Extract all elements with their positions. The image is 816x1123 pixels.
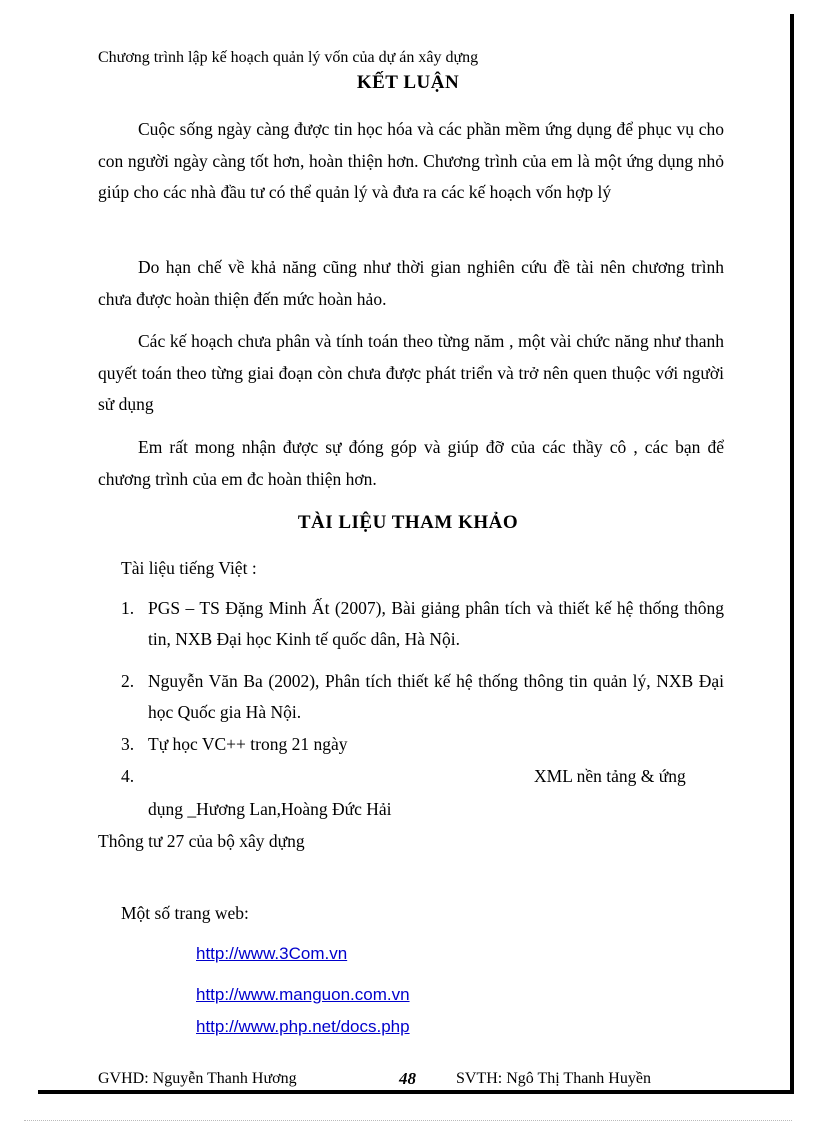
websites-title: Một số trang web:	[121, 903, 249, 923]
reference-number-1: 1.	[121, 598, 135, 618]
page-number: 48	[399, 1069, 416, 1088]
reference-number-4: 4.	[121, 766, 135, 786]
reference-extra: Thông tư 27 của bộ xây dựng	[98, 831, 305, 851]
reference-2: Nguyễn Văn Ba (2002), Phân tích thiết kế hệ thống thông tin quản lý, NXB Đại học Quốc gia Hà Nội.	[148, 671, 724, 722]
conclusion-paragraph-1: Cuộc sống ngày càng được tin học hóa và các phần mềm ứng dụng để phục vụ cho con người ngày càng tốt hơn, hoàn thiện hơn. Chương trình của em là một ứng dụng nhỏ giúp cho các nhà đầu tư có thể quản lý và đưa ra các kế hoạch vốn hợp lý	[98, 119, 724, 202]
running-header: Chương trình lập kế hoạch quản lý vốn của dự án xây dựng	[98, 49, 479, 66]
conclusion-title: KẾT LUẬN	[356, 72, 460, 93]
link-manguon[interactable]: http://www.manguon.com.vn	[196, 985, 410, 1004]
conclusion-paragraph-3: Các kế hoạch chưa phân và tính toán theo từng năm , một vài chức năng như thanh quyết toán theo từng giai đoạn còn chưa được phát triển và trở nên quen thuộc với người sử dụng	[98, 331, 724, 414]
reference-4-right: XML nền tảng & ứng	[534, 766, 686, 786]
references-title: TÀI LIỆU THAM KHẢO	[297, 512, 519, 533]
link-3com[interactable]: http://www.3Com.vn	[196, 944, 348, 963]
reference-4-continuation: dụng _Hương Lan,Hoàng Đức Hải	[148, 799, 392, 819]
reference-number-3: 3.	[121, 734, 135, 754]
link-php-docs[interactable]: http://www.php.net/docs.php	[196, 1017, 410, 1036]
reference-number-2: 2.	[121, 671, 135, 691]
reference-3: Tự học VC++ trong 21 ngày	[148, 734, 348, 754]
conclusion-paragraph-4: Em rất mong nhận được sự đóng góp và giúp đỡ của các thầy cô , các bạn để chương trình của em đc hoàn thiện hơn.	[98, 437, 724, 489]
conclusion-paragraph-2: Do hạn chế về khả năng cũng như thời gian nghiên cứu đề tài nên chương trình chưa được hoàn thiện đến mức hoàn hảo.	[98, 257, 724, 309]
footer-advisor: GVHD: Nguyễn Thanh Hương	[98, 1070, 297, 1087]
footer-student: SVTH: Ngô Thị Thanh Huyền	[456, 1070, 651, 1087]
reference-1: PGS – TS Đặng Minh Ất (2007), Bài giảng phân tích và thiết kế hệ thống thông tin, NXB Đại học Kinh tế quốc dân, Hà Nội.	[148, 598, 724, 649]
references-subtitle: Tài liệu tiếng Việt :	[121, 558, 257, 578]
bottom-dotted-rule	[24, 1120, 792, 1121]
